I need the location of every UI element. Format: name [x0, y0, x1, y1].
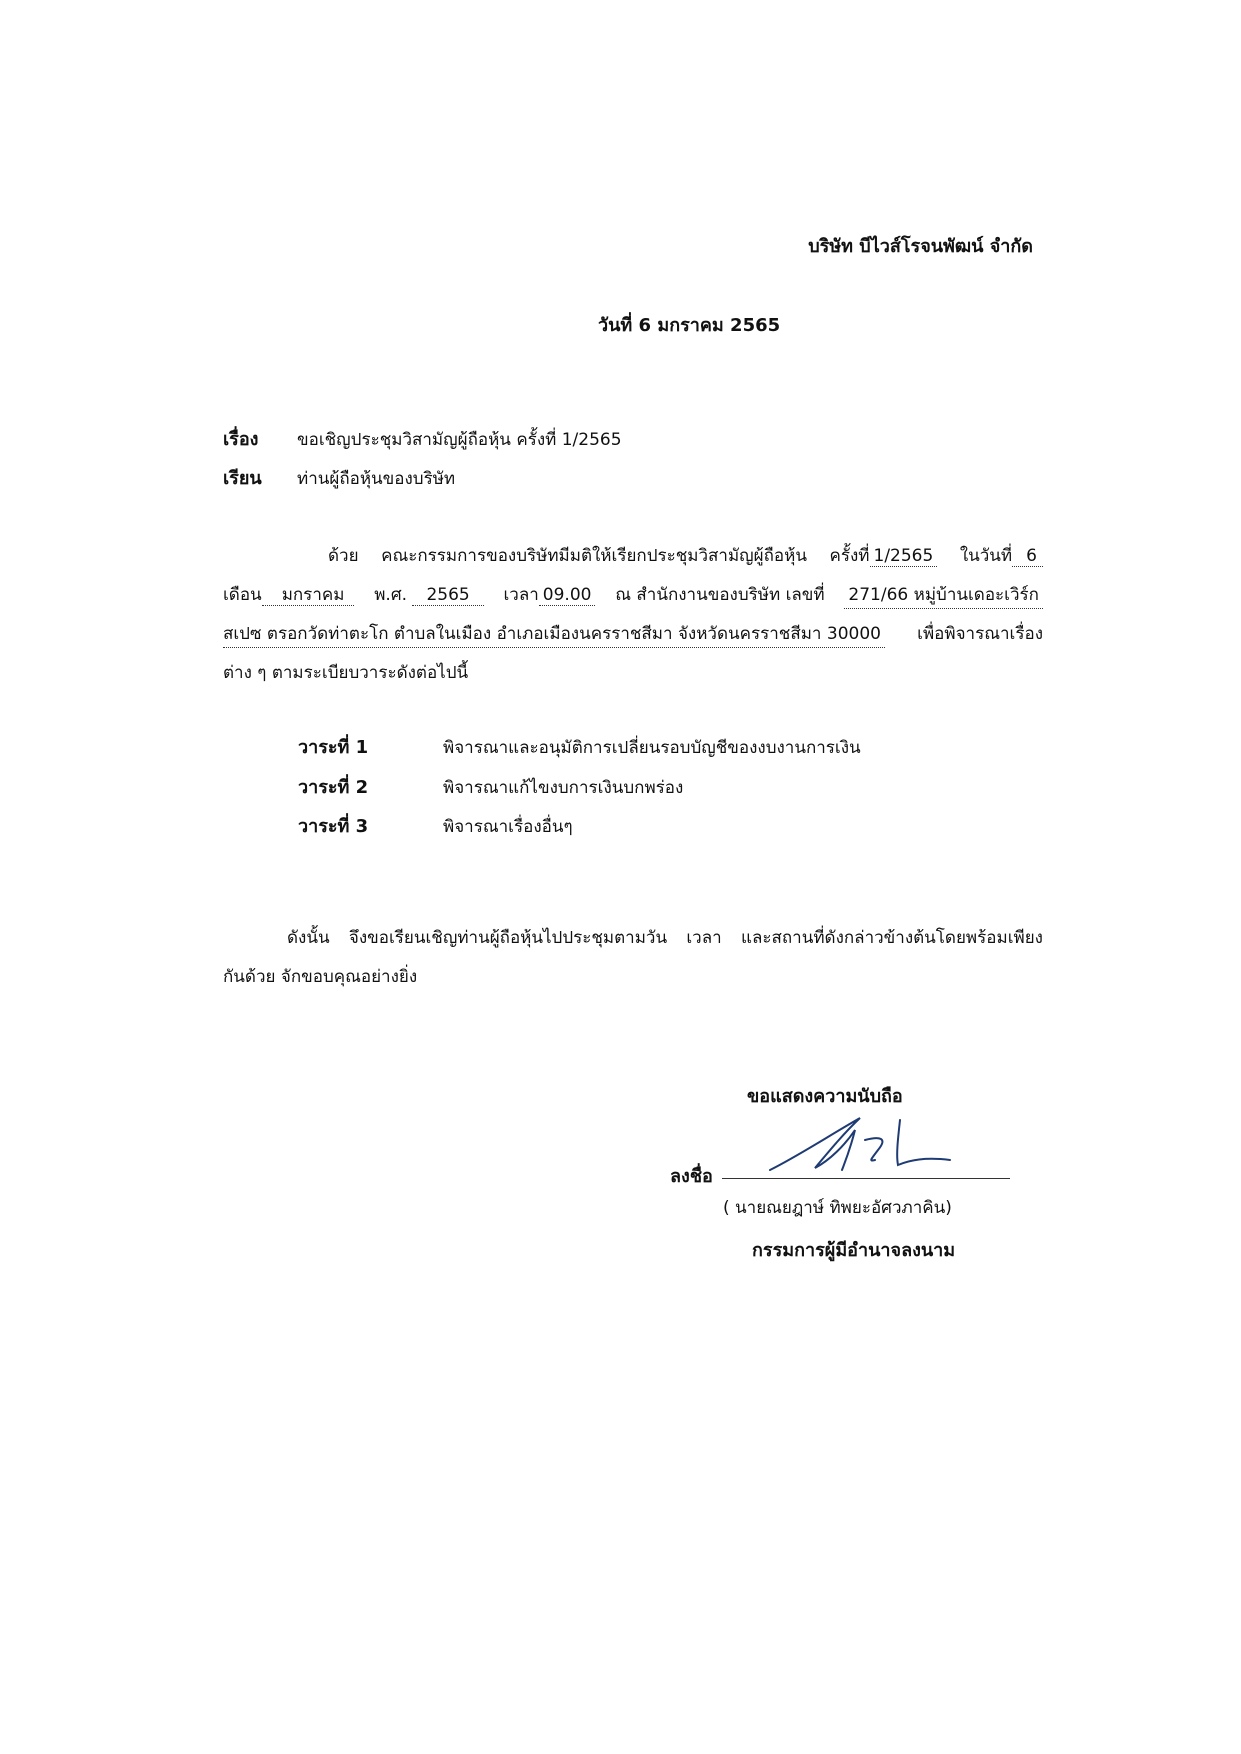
meeting-month: มกราคม — [262, 585, 355, 606]
p1-text: คณะกรรมการของบริษัทมีมติให้เรียกประชุมวิสามัญผู้ถือหุ้น — [381, 546, 807, 566]
p1-text: ณ สำนักงานของบริษัท เลขที่ — [615, 585, 825, 605]
subject-text: ขอเชิญประชุมวิสามัญผู้ถือหุ้น ครั้งที่ 1/2565 — [297, 430, 622, 450]
p1-text: ด้วย — [328, 546, 359, 566]
paragraph-1-line-4: ต่าง ๆ ตามระเบียบวาระดังต่อไปนี้ — [223, 663, 469, 683]
sign-label: ลงชื่อ — [670, 1166, 713, 1187]
meeting-address-part-1: 271/66 หมู่บ้านเดอะเวิร์ก — [844, 581, 1043, 609]
p2-text: เวลา — [686, 928, 722, 948]
agenda-3-text: พิจารณาเรื่องอื่นๆ — [443, 817, 573, 837]
company-name: บริษัท บีไวส์โรจนพัฒน์ จำกัด — [808, 236, 1033, 257]
paragraph-1-line-3 — [223, 620, 1043, 648]
p1-text: เดือน — [223, 585, 262, 605]
signer-title: กรรมการผู้มีอำนาจลงนาม — [752, 1240, 956, 1261]
signature-image — [760, 1110, 960, 1180]
p1-text: ในวันที่ — [959, 546, 1013, 566]
agenda-1-text: พิจารณาและอนุมัติการเปลี่ยนรอบบัญชีของงบงานการเงิน — [443, 738, 861, 758]
p1-text: เวลา — [503, 585, 539, 605]
recipient-label: เรียน — [223, 468, 262, 489]
meeting-number: 1/2565 — [870, 546, 938, 567]
letter-date: วันที่ 6 มกราคม 2565 — [598, 315, 781, 336]
subject-label: เรื่อง — [223, 429, 259, 450]
meeting-time: 09.00 — [539, 585, 596, 606]
agenda-2-label: วาระที่ 2 — [298, 777, 369, 798]
p1-text: ครั้งที่ — [829, 546, 870, 566]
p1-text: พ.ศ. — [374, 585, 408, 605]
agenda-1-label: วาระที่ 1 — [298, 737, 369, 758]
meeting-year: 2565 — [412, 585, 483, 606]
signer-name: ( นายณยฎาษ์ ทิพยะอัศวภาคิน) — [723, 1198, 952, 1218]
paragraph-2-line-1 — [223, 924, 1043, 951]
p2-text: และสถานที่ดังกล่าวข้างต้นโดยพร้อมเพียง — [740, 928, 1043, 948]
p2-text: จึงขอเรียนเชิญท่านผู้ถือหุ้นไปประชุมตามวัน — [348, 928, 668, 948]
closing-text: ขอแสดงความนับถือ — [747, 1086, 903, 1107]
agenda-2-text: พิจารณาแก้ไขงบการเงินบกพร่อง — [443, 778, 684, 798]
meeting-day: 6 — [1012, 546, 1043, 567]
paragraph-1-line-2 — [223, 581, 1043, 609]
meeting-address-part-2: สเปซ ตรอกวัดท่าตะโก ตำบลในเมือง อำเภอเมืองนครราชสีมา จังหวัดนครราชสีมา 30000 — [223, 620, 885, 648]
p2-text: ดังนั้น — [287, 928, 330, 948]
recipient-text: ท่านผู้ถือหุ้นของบริษัท — [297, 469, 456, 489]
paragraph-1-line-1 — [223, 542, 1043, 569]
p1-text: เพื่อพิจารณาเรื่อง — [917, 624, 1043, 644]
agenda-3-label: วาระที่ 3 — [298, 816, 369, 837]
paragraph-2-line-2: กันด้วย จักขอบคุณอย่างยิ่ง — [223, 967, 418, 987]
